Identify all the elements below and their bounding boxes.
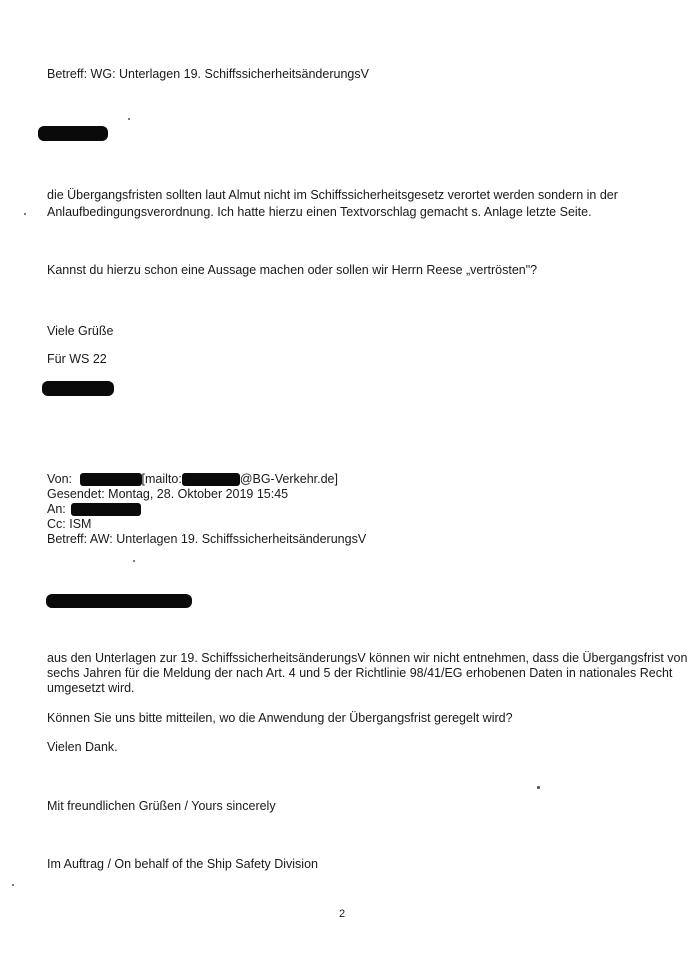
page-number: 2 xyxy=(339,908,346,920)
scan-speck xyxy=(12,884,14,886)
redacted-sender-email xyxy=(182,473,240,486)
first-email-question: Kannst du hierzu schon eine Aussage machen oder sollen wir Herrn Reese „vertrösten"? xyxy=(47,263,538,277)
second-email-question: Können Sie uns bitte mitteilen, wo die Anwendung der Übergangsfrist geregelt wird? xyxy=(47,711,513,725)
second-email-body-line-1: aus den Unterlagen zur 19. SchiffssicherheitsänderungsV können wir nicht entnehmen, dass die Übergangsfrist von xyxy=(47,651,688,665)
second-email-thanks: Vielen Dank. xyxy=(47,740,118,754)
second-email-body-line-3: umgesetzt wird. xyxy=(47,681,135,695)
sent-line: Gesendet: Montag, 28. Oktober 2019 15:45 xyxy=(47,487,289,501)
first-email-signature-unit: Für WS 22 xyxy=(47,352,107,366)
first-email-body-line-1: die Übergangsfristen sollten laut Almut nicht im Schiffssicherheitsgesetz verortet werden sondern in der xyxy=(47,188,618,202)
email-domain: @BG-Verkehr.de] xyxy=(239,472,338,486)
redacted-signature-name xyxy=(42,381,114,396)
second-email-body-line-2: sechs Jahren für die Meldung der nach Art. 4 und 5 der Richtlinie 98/41/EG erhobenen Daten in nationales Recht xyxy=(47,666,673,680)
on-behalf-line: Im Auftrag / On behalf of the Ship Safety Division xyxy=(47,857,318,871)
redacted-sender-name xyxy=(80,473,142,486)
first-email-subject: Betreff: WG: Unterlagen 19. SchiffssicherheitsänderungsV xyxy=(47,67,369,81)
scan-speck xyxy=(133,560,135,562)
redacted-salutation xyxy=(38,126,108,141)
scan-speck xyxy=(24,213,26,215)
redacted-recipient xyxy=(71,503,141,516)
mailto-prefix: [mailto: xyxy=(141,472,182,486)
second-email-subject: Betreff: AW: Unterlagen 19. SchiffssicherheitsänderungsV xyxy=(47,532,367,546)
scan-speck xyxy=(128,118,130,120)
redacted-salutation-2 xyxy=(46,594,192,608)
second-email-closing: Mit freundlichen Grüßen / Yours sincerely xyxy=(47,799,276,813)
first-email-closing: Viele Grüße xyxy=(47,324,114,338)
to-line xyxy=(47,502,141,517)
to-label: An: xyxy=(47,502,66,516)
from-label: Von: xyxy=(47,472,73,486)
cc-line: Cc: ISM xyxy=(47,517,92,531)
from-line xyxy=(47,472,338,487)
first-email-body-line-2: Anlaufbedingungsverordnung. Ich hatte hierzu einen Textvorschlag gemacht s. Anlage letzte Seite. xyxy=(47,205,592,219)
scan-speck xyxy=(537,786,540,789)
